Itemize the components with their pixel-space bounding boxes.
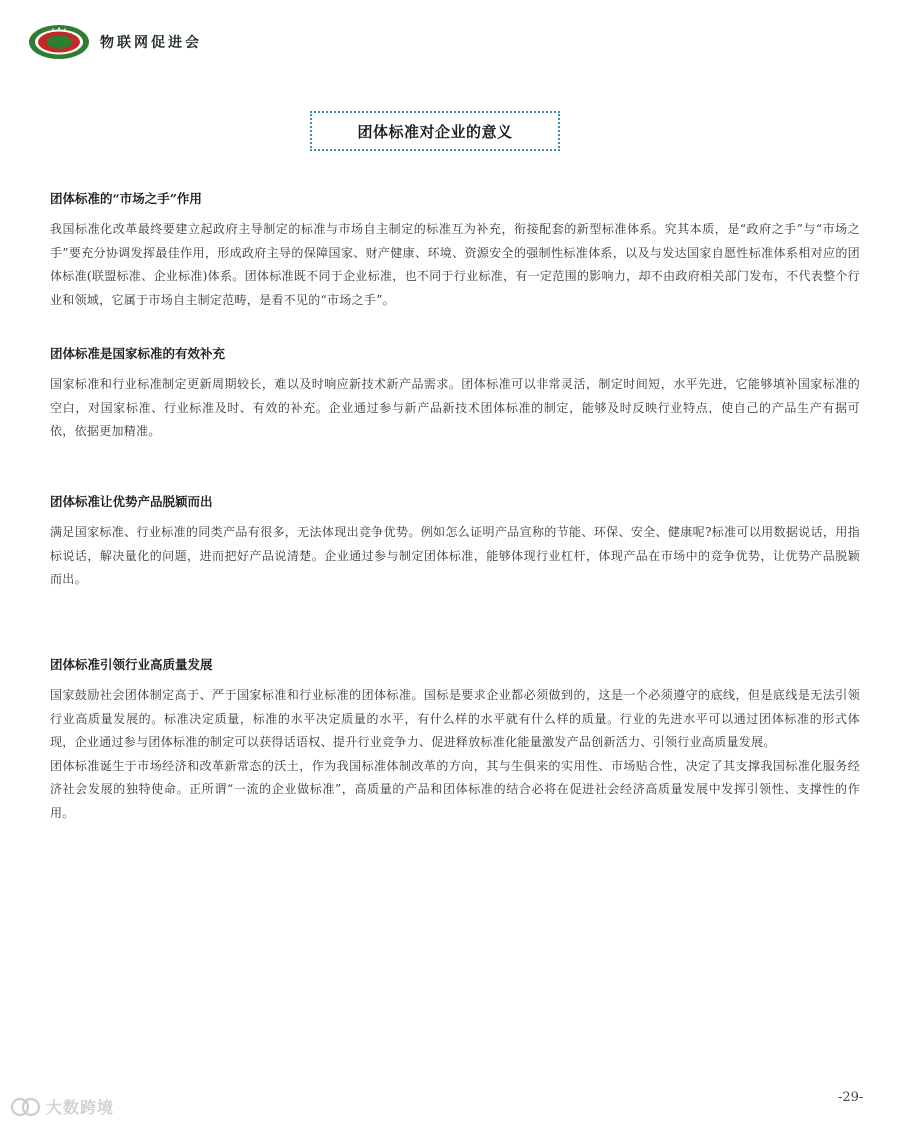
page-title-box [310, 111, 560, 151]
section-advantage-products [50, 493, 860, 592]
section-paragraph: 满足国家标准、行业标准的同类产品有很多，无法体现出竞争优势。例如怎么证明产品宣称的节能、环保、安全、健康呢?标准可以用数据说话，用指标说话，解决量化的问题，进而把好产品说清楚。企业通过参与制定团体标准，能够体现行业杠杆，体现产品在市场中的竞争优势，让优势产品脱颖而出。 [50, 525, 860, 586]
section-title: 团体标准让优势产品脱颖而出 [50, 494, 213, 509]
organization-name: 物联网促进会 [100, 35, 202, 51]
section-paragraph: 国家鼓励社会团体制定高于、严于国家标准和行业标准的团体标准。国标是要求企业都必须做到的，这是一个必须遵守的底线，但是底线是无法引领行业高质量发展的。标准决定质量，标准的水平决定质量的水平，有什么样的水平就有什么样的质量。行业的先进水平可以通过团体标准的形式体现，企业通过参与团体标准的制定可以获得话语权、提升行业竞争力、促进释放标准化能量激发产品创新活力、引领行业高质量发展。 [50, 688, 860, 749]
watermark-logo-icon [10, 1096, 42, 1118]
watermark [10, 1095, 114, 1118]
section-paragraph: 我国标准化改革最终要建立起政府主导制定的标准与市场自主制定的标准互为补充，衔接配套的新型标准体系。究其本质，是“政府之手”与“市场之手”要充分协调发挥最佳作用，形成政府主导的保障国家、财产健康、环境、资源安全的强制性标准体系，以及与发达国家自愿性标准体系相对应的团体标准(联盟标准、企业标准)体系。团体标准既不同于企业标准，也不同于行业标准，有一定范围的影响力，却不由政府相关部门发布，不代表整个行业和领域，它属于市场自主制定范畴，是看不见的“市场之手”。 [50, 222, 860, 307]
section-title: 团体标准引领行业高质量发展 [50, 657, 213, 672]
section-paragraph: 团体标准诞生于市场经济和改革新常态的沃土，作为我国标准体制改革的方向，其与生俱来的实用性、市场贴合性，决定了其支撑我国标准化服务经济社会发展的独特使命。正所谓“一流的企业做标准”，高质量的产品和团体标准的结合必将在促进社会经济高质量发展中发挥引领性、支撑性的作用。 [50, 758, 860, 820]
organization-logo [28, 24, 90, 60]
section-market-hand [50, 190, 860, 312]
section-paragraph: 国家标准和行业标准制定更新周期较长，难以及时响应新技术新产品需求。团体标准可以非常灵活，制定时间短，水平先进，它能够填补国家标准的空白，对国家标准、行业标准及时、有效的补充。企业通过参与新产品新技术团体标准的制定，能够及时反映行业特点，使自己的产品生产有据可依，依据更加精准。 [50, 377, 860, 438]
page-number: -29- [838, 1090, 864, 1105]
section-high-quality [50, 656, 860, 825]
section-title: 团体标准的“市场之手”作用 [50, 191, 202, 206]
watermark-text: 大数跨境 [46, 1098, 115, 1117]
page-header [28, 22, 202, 62]
page-title: 团体标准对企业的意义 [357, 122, 513, 141]
section-title: 团体标准是国家标准的有效补充 [50, 346, 226, 361]
section-national-supplement [50, 345, 860, 444]
